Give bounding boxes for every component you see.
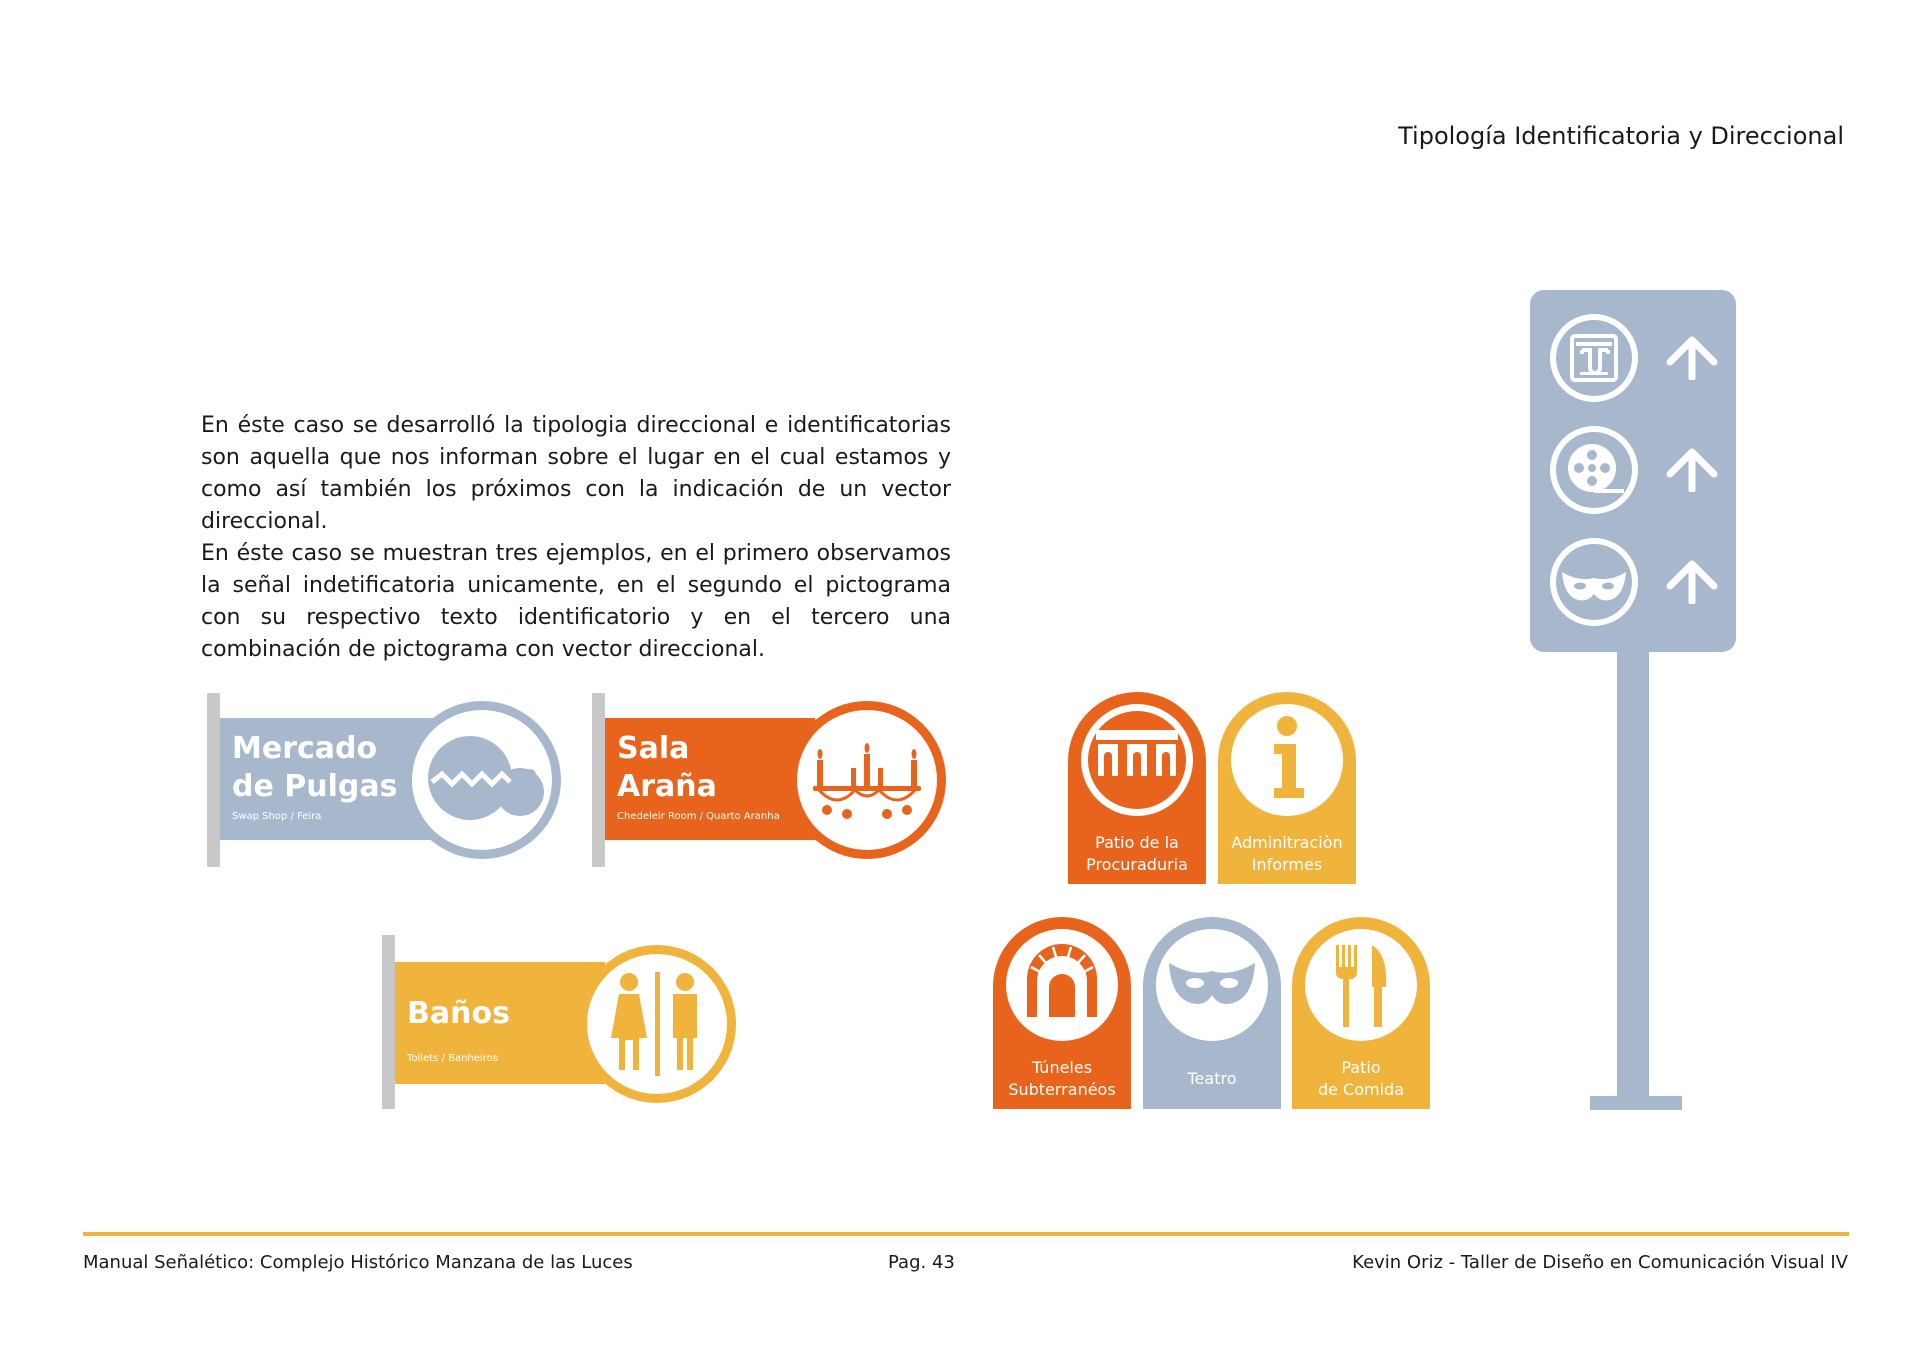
arcade-icon xyxy=(1088,712,1186,808)
info-icon xyxy=(1238,712,1336,808)
footer-rule xyxy=(83,1232,1849,1236)
sign-post xyxy=(207,693,220,867)
body-text xyxy=(201,410,951,666)
restroom-icon xyxy=(575,942,739,1106)
tunnel-icon xyxy=(1013,937,1111,1033)
sign-subtitle: Swap Shop / Feira xyxy=(232,811,322,822)
sign-subtitle: Toilets / Banheiros xyxy=(407,1053,498,1064)
tile-label-line1: Adminitraciòn xyxy=(1231,833,1343,852)
tile-label-line1: Patio de la xyxy=(1095,833,1179,852)
sign-title-line1: Mercado xyxy=(232,731,378,766)
sign-sala-arana xyxy=(590,690,950,870)
chandelier-icon xyxy=(785,698,949,862)
tile-teatro xyxy=(1143,917,1281,1109)
mask-icon xyxy=(1163,937,1261,1033)
totem-post xyxy=(1617,652,1649,1096)
tile-label-line2: Procuraduria xyxy=(1086,855,1188,874)
body-paragraph-1: En éste caso se desarrolló la tipologia direccional e identificatorias son aquella que nos informan sobre el lugar en el cual estamos y como así también los próximos con la indicación de un vector direccional. xyxy=(201,413,951,534)
pottery-icon xyxy=(400,698,564,862)
sign-mercado-de-pulgas xyxy=(205,690,565,870)
sign-subtitle: Chedeleir Room / Quarto Aranha xyxy=(617,811,780,822)
sign-title-line2: de Pulgas xyxy=(232,769,398,804)
arrow-up-icon xyxy=(1666,336,1718,380)
footer-author: Kevin Oriz - Taller de Diseño en Comunicación Visual IV xyxy=(1352,1252,1848,1273)
arrow-up-icon xyxy=(1666,560,1718,604)
footer-page-number: Pag. 43 xyxy=(888,1252,955,1273)
tile-label-line1: Teatro xyxy=(1187,1069,1237,1088)
sign-title-line1: Sala xyxy=(617,731,690,766)
footer-manual-title: Manual Señalético: Complejo Histórico Manzana de las Luces xyxy=(83,1252,633,1273)
tile-label-line1: Patio xyxy=(1341,1058,1381,1077)
arrow-up-icon xyxy=(1666,448,1718,492)
university-icon xyxy=(1548,312,1640,404)
sign-title-line2: Araña xyxy=(617,769,717,804)
tile-patio-procuraduria xyxy=(1068,692,1206,884)
tile-label-line1: Túneles xyxy=(1031,1058,1093,1077)
totem-base xyxy=(1590,1096,1682,1110)
tile-administracion-informes xyxy=(1218,692,1356,884)
sign-post xyxy=(382,935,395,1109)
sign-post xyxy=(592,693,605,867)
page-section-title: Tipología Identificatoria y Direccional xyxy=(1398,122,1844,150)
sign-title: Baños xyxy=(407,996,510,1031)
film-reel-icon xyxy=(1548,424,1640,516)
tile-tuneles-subterraneos xyxy=(993,917,1131,1109)
cutlery-icon xyxy=(1312,937,1410,1033)
tile-label-line2: de Comida xyxy=(1317,1080,1405,1099)
directional-totem xyxy=(1530,290,1736,1110)
tile-label-line2: Subterranéos xyxy=(1008,1080,1116,1099)
tile-patio-comida xyxy=(1292,917,1430,1109)
body-paragraph-2: En éste caso se muestran tres ejemplos, en el primero observamos la señal indetificatoria unicamente, en el segundo el pictograma con su respectivo texto identificatorio y en el tercero una combinación de pictograma con vector direccional. xyxy=(201,541,951,662)
tile-label-line2: Informes xyxy=(1251,855,1323,874)
mask-icon xyxy=(1548,536,1640,628)
sign-banos xyxy=(380,932,740,1112)
